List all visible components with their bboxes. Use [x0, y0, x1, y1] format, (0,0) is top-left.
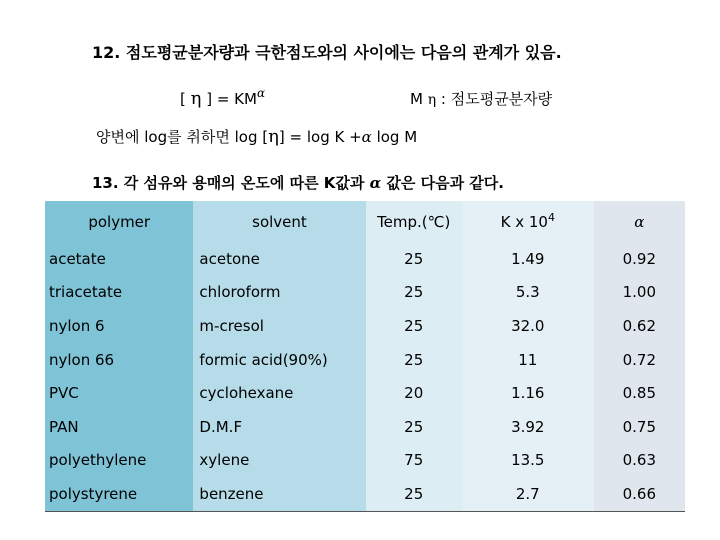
- cell-polymer: PAN: [45, 410, 193, 444]
- cell-k-value: 2.7: [462, 477, 594, 511]
- cell-temp: 25: [366, 410, 462, 444]
- table-row: [45, 276, 685, 310]
- cell-solvent: cyclohexane: [193, 376, 365, 410]
- header-solvent: solvent: [193, 201, 365, 242]
- cell-temp: 75: [366, 444, 462, 478]
- mv-definition: [410, 88, 552, 109]
- heading-13-prefix: 13. 각 섬유와 용매의 온도에 따른 K값과: [92, 174, 370, 192]
- cell-temp: 25: [366, 343, 462, 377]
- cell-polymer: PVC: [45, 376, 193, 410]
- cell-temp: 20: [366, 376, 462, 410]
- cell-solvent: m-cresol: [193, 309, 365, 343]
- table-row: [45, 376, 685, 410]
- cell-k-value: 32.0: [462, 309, 594, 343]
- table-row: [45, 343, 685, 377]
- cell-alpha-value: 0.92: [594, 242, 685, 276]
- alpha-exponent: α: [256, 86, 266, 100]
- cell-alpha-value: 0.62: [594, 309, 685, 343]
- cell-k-value: 1.16: [462, 376, 594, 410]
- cell-alpha-value: 0.72: [594, 343, 685, 377]
- mv-definition-text: : 점도평균분자량: [440, 90, 553, 108]
- cell-temp: 25: [366, 242, 462, 276]
- heading-12: 12. 점도평균분자량과 극한점도와의 사이에는 다음의 관계가 있음.: [92, 43, 562, 62]
- cell-alpha-value: 0.85: [594, 376, 685, 410]
- cell-solvent: acetone: [193, 242, 365, 276]
- cell-k-value: 5.3: [462, 276, 594, 310]
- eta-symbol: η: [190, 88, 202, 109]
- cell-polymer: triacetate: [45, 276, 193, 310]
- log-suffix: log M: [376, 128, 418, 146]
- cell-polymer: polyethylene: [45, 444, 193, 478]
- heading-13-alpha: α: [369, 174, 382, 192]
- cell-polymer: acetate: [45, 242, 193, 276]
- table-header-row: [45, 201, 685, 242]
- cell-alpha-value: 0.66: [594, 477, 685, 511]
- header-k: [462, 201, 594, 242]
- formula-rest: ] = KM: [206, 90, 257, 108]
- table-row: [45, 242, 685, 276]
- cell-k-value: 1.49: [462, 242, 594, 276]
- cell-temp: 25: [366, 309, 462, 343]
- table-row: [45, 444, 685, 478]
- cell-temp: 25: [366, 276, 462, 310]
- table-row: [45, 477, 685, 511]
- cell-temp: 25: [366, 477, 462, 511]
- heading-13-suffix: 값은 다음과 같다.: [381, 174, 504, 192]
- mv-m: M: [410, 90, 423, 108]
- header-temp: Temp.(℃): [366, 201, 462, 242]
- table-row: [45, 410, 685, 444]
- cell-k-value: 11: [462, 343, 594, 377]
- cell-solvent: D.M.F: [193, 410, 365, 444]
- cell-polymer: nylon 6: [45, 309, 193, 343]
- cell-solvent: formic acid(90%): [193, 343, 365, 377]
- header-k-base: K x 10: [500, 212, 548, 231]
- intrinsic-viscosity-formula: [180, 88, 265, 109]
- table-body: [45, 242, 685, 511]
- cell-k-value: 3.92: [462, 410, 594, 444]
- mv-eta-subscript: η: [427, 92, 437, 108]
- cell-polymer: nylon 66: [45, 343, 193, 377]
- cell-solvent: xylene: [193, 444, 365, 478]
- log-equation: [96, 126, 417, 147]
- log-alpha-symbol: α: [361, 128, 372, 146]
- formula-open-bracket: [: [180, 90, 186, 108]
- log-prefix: 양변에 log를 취하면 log [: [96, 128, 269, 146]
- heading-13: [92, 172, 504, 193]
- log-eta-symbol: η: [268, 126, 279, 147]
- header-polymer: polymer: [45, 201, 193, 242]
- header-k-exponent: 4: [547, 210, 555, 224]
- header-alpha: α: [594, 201, 685, 242]
- log-middle: ] = log K +: [278, 128, 362, 146]
- cell-alpha-value: 0.75: [594, 410, 685, 444]
- cell-alpha-value: 1.00: [594, 276, 685, 310]
- table-row: [45, 309, 685, 343]
- cell-alpha-value: 0.63: [594, 444, 685, 478]
- cell-solvent: chloroform: [193, 276, 365, 310]
- cell-k-value: 13.5: [462, 444, 594, 478]
- polymer-solvent-table: [45, 201, 685, 512]
- cell-solvent: benzene: [193, 477, 365, 511]
- cell-polymer: polystyrene: [45, 477, 193, 511]
